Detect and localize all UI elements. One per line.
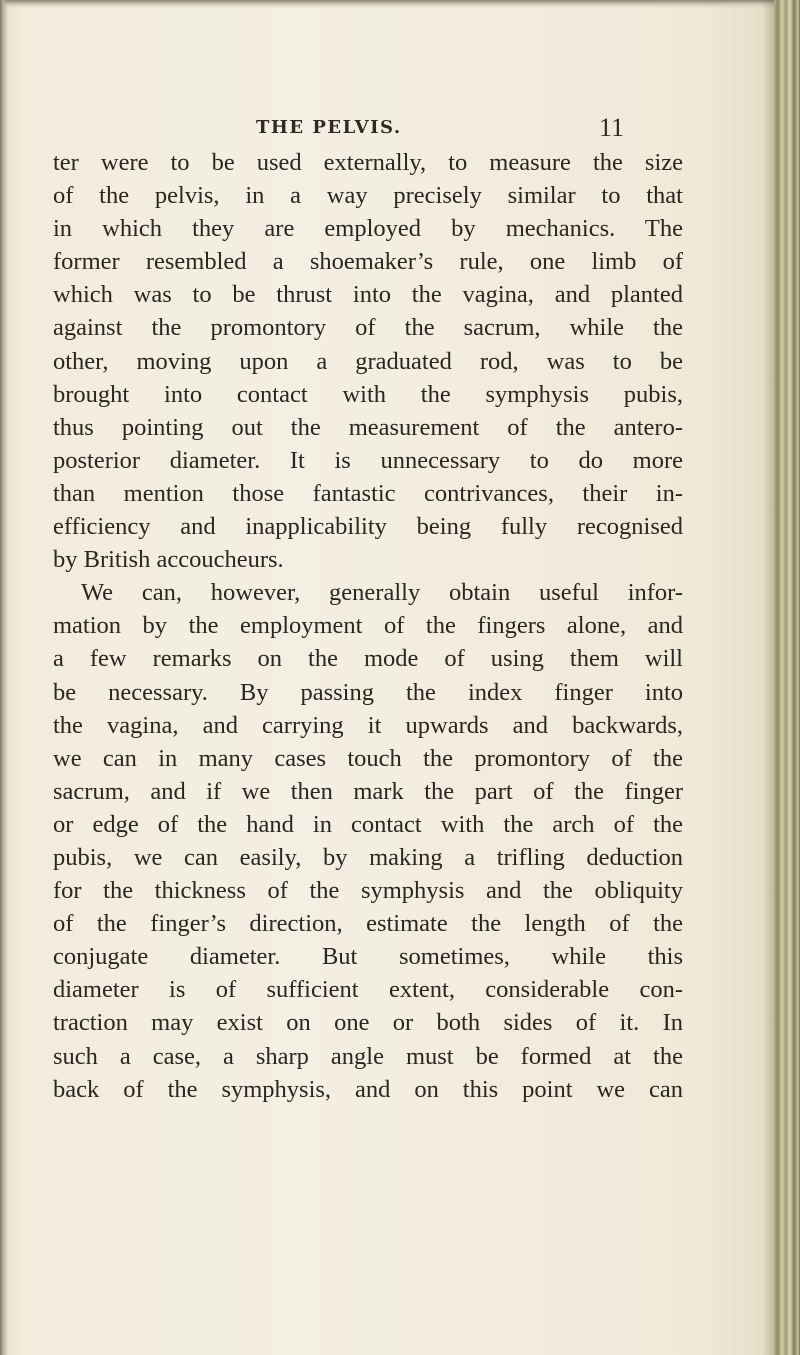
text-line: traction may exist on one or both sides of it. In (53, 1009, 683, 1037)
page-left-edge (0, 0, 8, 1355)
text-line: a few remarks on the mode of using them will (53, 645, 683, 673)
text-line: other, moving upon a graduated rod, was to be (53, 347, 683, 375)
running-head: THE PELVIS. (256, 117, 402, 138)
text-line: of the pelvis, in a way precisely similar to that (53, 182, 683, 210)
text-line: such a case, a sharp angle must be formed at the (53, 1042, 683, 1070)
text-line: posterior diameter. It is unnecessary to do more (53, 446, 683, 474)
text-line: diameter is of sufficient extent, considerable con- (53, 976, 683, 1004)
book-spine (774, 0, 800, 1355)
text-line: in which they are employed by mechanics. The (53, 215, 683, 243)
text-line: ter were to be used externally, to measure the size (53, 149, 683, 176)
text-line: which was to be thrust into the vagina, and planted (53, 281, 683, 309)
gutter-shadow (762, 0, 774, 1355)
text-line: against the promontory of the sacrum, while the (53, 314, 683, 342)
text-line: mation by the employment of the fingers alone, and (53, 612, 683, 640)
body-text (53, 146, 683, 1106)
page-header (256, 113, 636, 143)
text-line: pubis, we can easily, by making a trifling deduction (53, 843, 683, 871)
text-line: conjugate diameter. But sometimes, while this (53, 943, 683, 971)
text-line: for the thickness of the symphysis and the obliquity (53, 877, 683, 905)
text-line: than mention those fantastic contrivances, their in- (53, 479, 683, 507)
page-number: 11 (599, 113, 625, 142)
text-line: or edge of the hand in contact with the arch of the (53, 810, 683, 838)
text-line: We can, however, generally obtain useful infor- (81, 579, 683, 607)
text-line: back of the symphysis, and on this point we can (53, 1075, 683, 1103)
text-line: by British accoucheurs. (53, 546, 284, 574)
text-line: the vagina, and carrying it upwards and backwards, (53, 711, 683, 739)
text-line: efficiency and inapplicability being fully recognised (53, 513, 683, 541)
page-top-edge (0, 0, 800, 8)
text-line: brought into contact with the symphysis pubis, (53, 380, 683, 408)
text-line: of the finger’s direction, estimate the length of the (53, 910, 683, 938)
text-line: thus pointing out the measurement of the antero- (53, 413, 683, 441)
text-line: be necessary. By passing the index finger into (53, 678, 683, 706)
text-line: former resembled a shoemaker’s rule, one limb of (53, 248, 683, 276)
text-line: sacrum, and if we then mark the part of the finger (53, 777, 683, 805)
text-line: we can in many cases touch the promontory of the (53, 744, 683, 772)
